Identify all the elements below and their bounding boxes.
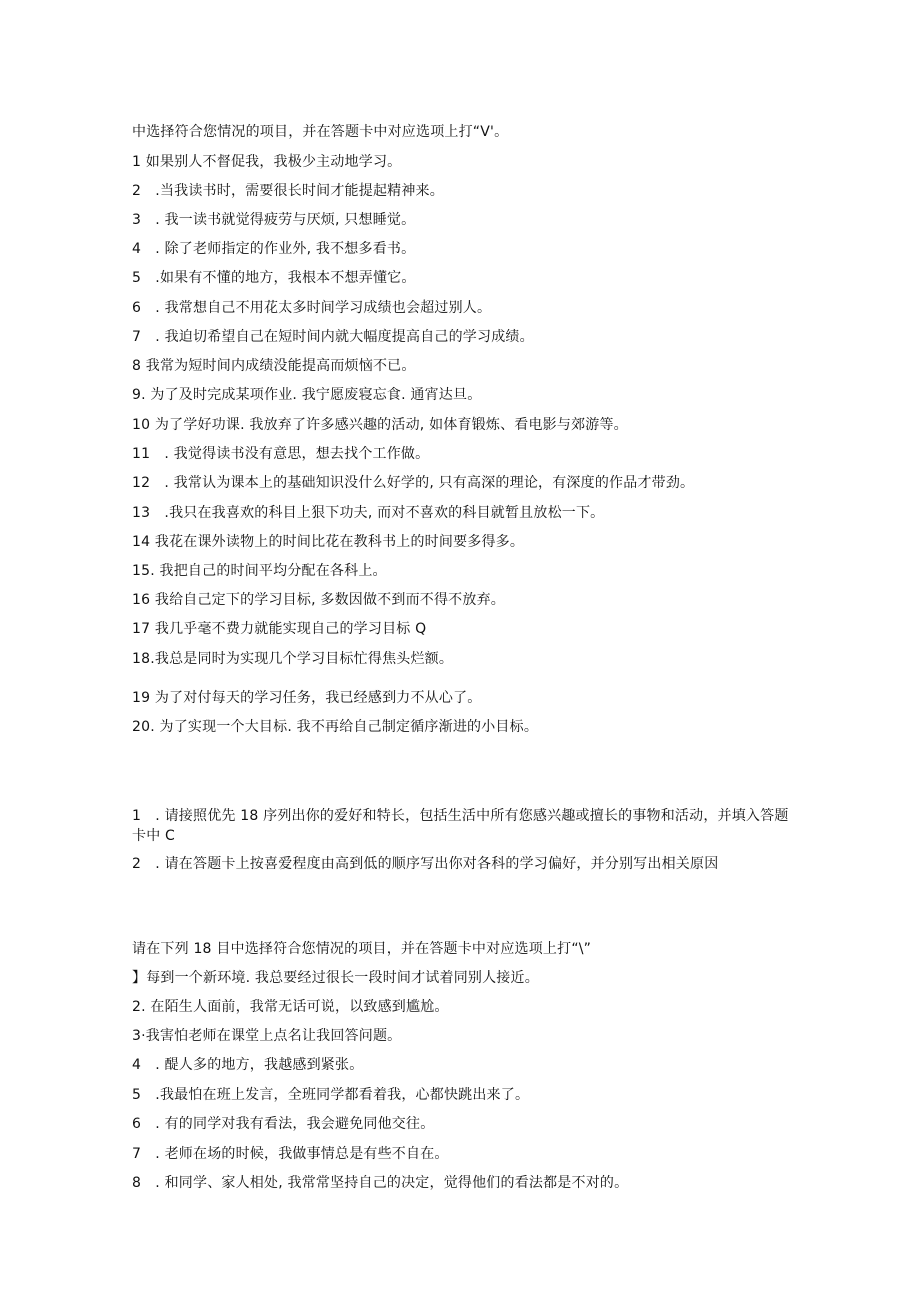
section1-item-7: 7 . 我迫切希望自己在短时间内就大幅度提高自己的学习成绩。 [132,329,534,345]
section1-item-15: 15. 我把自己的时间平均分配在各科上。 [132,563,387,579]
section2-item-1: 1 . 请接照优先 18 序列出你的爱好和特长，包括生活中所有您感兴趣或擅长的事物和活动，并填入答题卡中 C [132,808,789,844]
section3-item-6: 6 . 有的同学对我有看法，我会避免同他交往。 [132,1116,435,1132]
section1-item-2: 2 .当我读书时，需要很长时间才能提起精神来。 [132,183,444,199]
section2-item-2: 2 . 请在答题卡上按喜爱程度由高到低的顺序写出你对各科的学习偏好，并分别写出相关原因 [132,856,719,872]
section1-item-4: 4 . 除了老师指定的作业外, 我不想多看书。 [132,241,416,257]
section1-item-5: 5 .如果有不懂的地方，我根本不想弄懂它。 [132,270,416,286]
section1-item-9: 9. 为了及时完成某项作业. 我宁愿废寝忘食. 通宵达旦。 [132,387,482,403]
section1-item-3: 3 . 我一读书就觉得疲劳与厌烦, 只想睡觉。 [132,212,416,228]
section1-item-13: 13 .我只在我喜欢的科目上狠下功夫, 而对不喜欢的科目就暂且放松一下。 [132,505,605,521]
section1-item-14: 14 我花在课外读物上的时间比花在教科书上的时间要多得多。 [132,534,525,550]
section1-item-20: 20. 为了实现一个大目标. 我不再给自己制定循序渐进的小目标。 [132,719,539,735]
section1-item-18: 18.我总是同时为实现几个学习目标忙得焦头烂额。 [132,651,454,667]
section3-item-7: 7 . 老师在场的时候，我做事情总是有些不自在。 [132,1146,449,1162]
section1-intro: 中选择符合您情况的项目，并在答题卡中对应选项上打“V'。 [132,124,509,140]
section1-item-6: 6 . 我常想自己不用花太多时间学习成绩也会超过别人。 [132,300,492,316]
section3-item-2: 2. 在陌生人面前，我常无话可说，以致感到尴尬。 [132,999,449,1015]
section1-item-19: 19 为了对付每天的学习任务，我已经感到力不从心了。 [132,690,482,706]
section3-item-5: 5 .我最怕在班上发言，全班同学都看着我，心都快跳出来了。 [132,1087,530,1103]
section1-item-1: 1 如果别人不督促我，我极少主动地学习。 [132,154,402,170]
section1-item-12: 12 . 我常认为课本上的基础知识没什么好学的, 只有高深的理论，有深度的作品才带劲。 [132,475,695,491]
section3-item-3: 3·我害怕老师在课堂上点名让我回答问题。 [132,1028,402,1044]
section1-item-8: 8 我常为短时间内成绩没能提高而烦恼不已。 [132,358,416,374]
section3-item-4: 4 . 醍人多的地方，我越感到紧张。 [132,1057,364,1073]
section1-item-17: 17 我几乎毫不费力就能实现自己的学习目标 Q [132,621,427,637]
section1-item-10: 10 为了学好功课. 我放弃了许多感兴趣的活动, 如体育锻炼、看电影与郊游等。 [132,417,628,433]
section3-item-8: 8 . 和同学、家人相处, 我常常坚持自己的决定，觉得他们的看法都是不对的。 [132,1175,629,1191]
section3-intro: 请在下列 18 目中选择符合您情况的项目，并在答题卡中对应选项上打“\” [132,941,592,957]
section1-item-16: 16 我给自己定下的学习目标, 多数因做不到而不得不放弃。 [132,592,505,608]
section1-item-11: 11 . 我觉得读书没有意思，想去找个工作做。 [132,446,430,462]
section3-item-1: 】每到一个新环境. 我总要经过很长一段时间才试着同别人接近。 [132,970,539,986]
